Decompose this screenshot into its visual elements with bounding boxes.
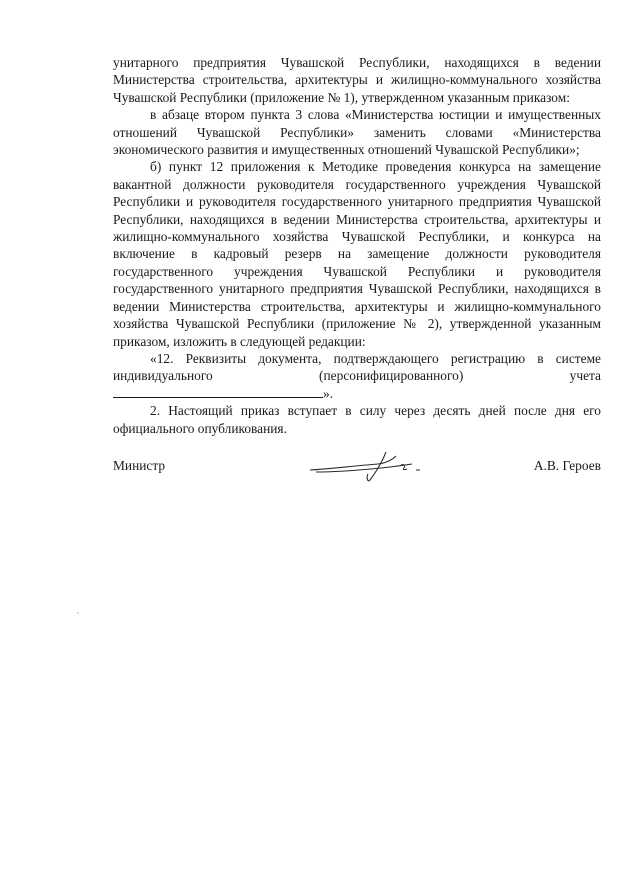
- signature-block: [113, 458, 601, 488]
- scan-speck: [77, 612, 79, 614]
- paragraph-quote: [113, 350, 601, 402]
- handwritten-signature: [308, 448, 433, 488]
- quote-text: «12. Реквизиты документа, подтверждающего регистрацию в системе индивидуального (персонифицированного) учета: [113, 350, 601, 384]
- paragraph-effective-date: 2. Настоящий приказ вступает в силу через десять дней после дня его официального опубликования.: [113, 403, 601, 436]
- signatory-title: Министр: [113, 458, 166, 473]
- quote-close: ».: [323, 385, 334, 401]
- signatory-name: А.В. Героев: [533, 458, 601, 473]
- document-body: [113, 54, 601, 437]
- fill-in-blank: [113, 385, 323, 398]
- paragraph-intro: унитарного предприятия Чувашской Республики, находящихся в ведении Министерства строительства, архитектуры и жилищно-коммунального хозяйства Чувашской Республики (приложение № 1), утвержденном указанным приказом:: [113, 55, 601, 105]
- paragraph-amendment-b: б) пункт 12 приложения к Методике проведения конкурса на замещение вакантной должности руководителя государственного учреждения Чувашской Республики и руководителя государственного унитарного предприятия Чувашской Республики, находящихся в ведении Министерства строительства, архитектуры и жилищно-коммунального хозяйства Чувашской Республики, и конкурса на включение в кадровый резерв на замещение должности руководителя государственного учреждения Чувашской Республики и руководителя государственного унитарного предприятия Чувашской Республики, находящихся в ведении Министерства строительства, архитектуры и жилищно-коммунального хозяйства Чувашской Республики (приложение № 2), утвержденной указанным приказом, изложить в следующей редакции:: [113, 159, 601, 349]
- paragraph-amendment-a: в абзаце втором пункта 3 слова «Министерства юстиции и имущественных отношений Чувашской Республики» заменить словами «Министерства экономического развития и имущественных отношений Чувашской Республики»;: [113, 107, 601, 158]
